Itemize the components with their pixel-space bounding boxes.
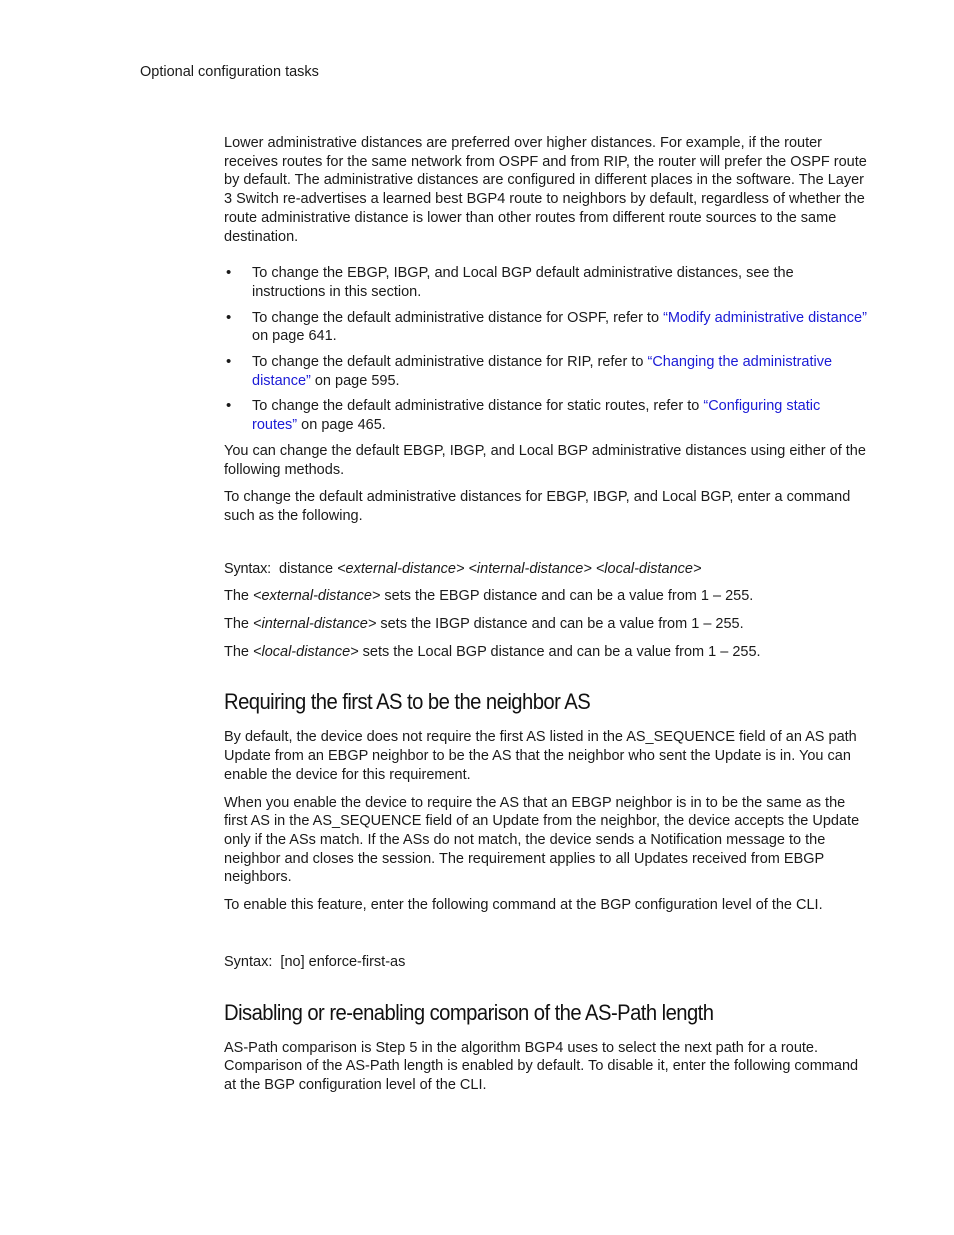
param-description xyxy=(224,615,869,634)
param-prefix: The xyxy=(224,616,254,633)
param-name: <external-distance> xyxy=(253,588,381,605)
bullet-text: To change the EBGP, IBGP, and Local BGP default administrative distances, see the instructions in this section. xyxy=(252,265,794,300)
syntax-optional: [no] xyxy=(280,953,305,970)
param-prefix: The xyxy=(224,643,254,660)
param-rest: sets the EBGP distance and can be a value from 1 – 255. xyxy=(380,588,754,605)
syntax-label: Syntax: xyxy=(224,560,271,577)
bullet-suffix: on page 595. xyxy=(310,372,400,389)
param-name: <internal-distance> xyxy=(253,616,377,633)
command-paragraph: To change the default administrative distances for EBGP, IBGP, and Local BGP, enter a command such as the following. xyxy=(224,489,851,524)
list-item xyxy=(224,309,869,346)
syntax-command: enforce-first-as xyxy=(308,953,406,970)
bullet-suffix: on page 465. xyxy=(297,417,386,434)
page-content xyxy=(224,134,869,1104)
param-description xyxy=(224,643,869,662)
bullet-suffix: on page 641. xyxy=(252,328,337,345)
param-name: <local-distance> xyxy=(253,643,359,660)
bullet-icon: • xyxy=(226,397,232,415)
section1-paragraph-1: By default, the device does not require the first AS listed in the AS_SEQUENCE field of an AS path Update from an EBGP neighbor to be the AS that the neighbor who sent the Update is in. You can enable the device for this requirement. xyxy=(224,729,857,783)
bullet-icon: • xyxy=(226,264,232,282)
bullet-text: To change the default administrative distance for RIP, refer to xyxy=(252,354,648,371)
xref-link-configuring-static-routes[interactable]: “Configuring static routes” xyxy=(252,398,821,434)
param-prefix: The xyxy=(224,588,254,605)
bullet-text: To change the default administrative distance for static routes, refer to xyxy=(252,398,704,415)
syntax-params: <external-distance> <internal-distance> <local-distance> xyxy=(337,560,702,577)
distance-syntax xyxy=(224,560,869,579)
section1-paragraph-2: When you enable the device to require the AS that an EBGP neighbor is in to be the same as the first AS in the AS_SEQUENCE field of an Update from the neighbor, the device accepts the Update only if the ASs match. If the ASs do not match, the device sends a Notification message to the neighbor and closes the session. The requirement applies to all Updates received from EBGP neighbors. xyxy=(224,794,860,886)
section-heading-as-path-length: Disabling or re-enabling comparison of the AS-Path length xyxy=(224,999,714,1025)
list-item xyxy=(224,264,869,301)
xref-link-modify-admin-distance[interactable]: “Modify administrative distance” xyxy=(663,309,867,326)
bullet-icon: • xyxy=(226,353,232,371)
bullet-text: To change the default administrative distance for OSPF, refer to xyxy=(252,309,664,326)
intro-paragraph: Lower administrative distances are preferred over higher distances. For example, if the router receives routes for the same network from OSPF and from RIP, the router will prefer the OSPF route by default. The administrative distances are configured in different places in the software. The Layer 3 Switch re-advertises a learned best BGP4 route to neighbors by default, regardless of whether the route administrative distance is lower than other routes from different route sources to the same destination. xyxy=(224,135,867,245)
section2-paragraph-1: AS-Path comparison is Step 5 in the algorithm BGP4 uses to select the next path for a route. Comparison of the AS-Path length is enabled by default. To disable it, enter the following command at the BGP configuration level of the CLI. xyxy=(224,1039,859,1093)
list-item xyxy=(224,397,869,434)
bullet-icon: • xyxy=(226,308,232,326)
section-heading-first-as: Requiring the first AS to be the neighbor AS xyxy=(224,689,591,715)
syntax-label: Syntax: xyxy=(224,953,273,970)
xref-link-changing-admin-distance[interactable]: “Changing the administrative distance” xyxy=(252,354,833,389)
methods-paragraph: You can change the default EBGP, IBGP, and Local BGP administrative distances using either of the following methods. xyxy=(224,442,866,478)
param-rest: sets the Local BGP distance and can be a value from 1 – 255. xyxy=(358,643,761,660)
param-description xyxy=(224,587,869,606)
param-rest: sets the IBGP distance and can be a value from 1 – 255. xyxy=(376,616,744,633)
running-header: Optional configuration tasks xyxy=(140,64,319,80)
list-item xyxy=(224,353,869,390)
section1-paragraph-3: To enable this feature, enter the following command at the BGP configuration level of the CLI. xyxy=(224,897,823,914)
bullet-list xyxy=(224,264,869,435)
syntax-command: distance xyxy=(279,560,334,577)
enforce-first-as-syntax xyxy=(224,953,869,972)
